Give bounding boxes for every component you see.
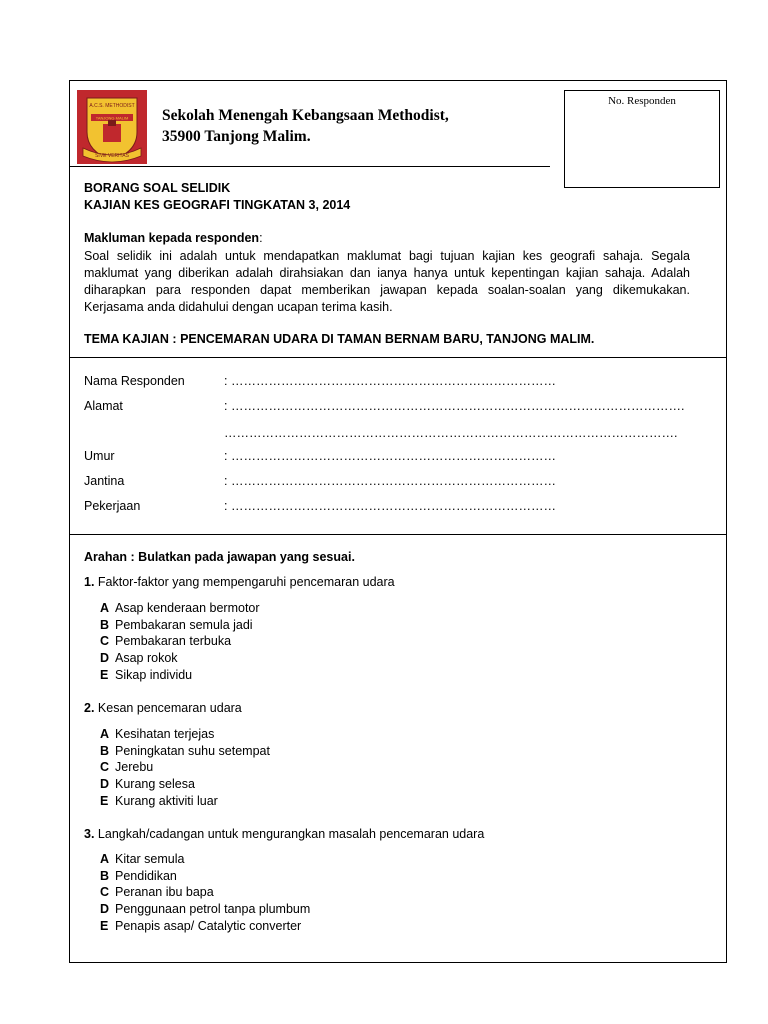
- question-3: [84, 827, 484, 841]
- option-text: Penapis asap/ Catalytic converter: [115, 918, 302, 933]
- option-3e[interactable]: [100, 918, 310, 935]
- option-text: Pembakaran semula jadi: [115, 617, 253, 632]
- option-1a[interactable]: [100, 600, 260, 617]
- question-number: 1.: [84, 575, 95, 589]
- option-3b[interactable]: [100, 868, 310, 885]
- option-letter: A: [100, 852, 110, 866]
- question-number: 3.: [84, 827, 95, 841]
- question-3-options: [100, 851, 310, 935]
- option-letter: A: [100, 601, 110, 615]
- field-input-gender[interactable]: : ……………………………………………………………………: [224, 474, 556, 488]
- respondent-number-box[interactable]: [564, 90, 720, 188]
- field-input-address-line2[interactable]: ……………………………………………………………………………………………….: [224, 426, 678, 440]
- option-letter: B: [100, 617, 110, 632]
- option-letter: D: [100, 651, 110, 666]
- option-text: Jerebu: [115, 760, 154, 775]
- option-letter: B: [100, 743, 110, 758]
- field-label-age: Umur: [84, 449, 115, 463]
- option-letter: B: [100, 868, 110, 883]
- school-name: Sekolah Menengah Kebangsaan Methodist,: [162, 107, 449, 124]
- option-text: Asap rokok: [115, 651, 178, 666]
- notice-heading: Makluman kepada responden: [84, 231, 260, 245]
- option-text: Peningkatan suhu setempat: [115, 743, 270, 758]
- option-text: Kurang aktiviti luar: [115, 793, 218, 808]
- option-letter: C: [100, 885, 110, 900]
- option-text: Sikap individu: [115, 667, 193, 682]
- field-label-occupation: Pekerjaan: [84, 499, 141, 513]
- respondent-number-label: No. Responden: [608, 95, 676, 107]
- crest-text-top: A.C.S. METHODIST: [89, 103, 135, 109]
- option-letter: C: [100, 760, 110, 775]
- field-input-address[interactable]: : ……………………………………………………………………………………………….: [224, 399, 685, 413]
- crest-text-band: TANJONG MALIM: [95, 115, 129, 121]
- question-2: [84, 701, 242, 715]
- question-number: 2.: [84, 701, 95, 715]
- option-3c[interactable]: [100, 884, 310, 901]
- field-label-address: Alamat: [84, 399, 123, 413]
- option-2c[interactable]: [100, 759, 270, 776]
- option-text: Kurang selesa: [115, 777, 195, 792]
- question-text: Faktor-faktor yang mempengaruhi pencemaran udara: [94, 575, 395, 589]
- form-title: BORANG SOAL SELIDIK: [84, 181, 231, 195]
- crest-motto: SIVE VERITAS: [95, 153, 129, 159]
- option-text: Pendidikan: [115, 868, 177, 883]
- school-address: 35900 Tanjong Malim.: [162, 128, 311, 145]
- option-3d[interactable]: [100, 901, 310, 918]
- notice-text: Soal selidik ini adalah untuk mendapatkan maklumat bagi tujuan kajian kes geografi sahaja. Segala maklumat yang diberikan adalah dirahsiakan dan ianya hanya untuk kepentingan kajian sahaja. Adalah diharapkan para responden dapat memberikan jawapan kepada soalan-soalan yang dikemukakan. Kerjasama anda didahului dengan ucapan terima kasih.: [84, 249, 690, 314]
- option-1c[interactable]: [100, 633, 260, 650]
- field-input-age[interactable]: : ……………………………………………………………………: [224, 449, 556, 463]
- question-1: [84, 575, 395, 589]
- option-text: Kitar semula: [115, 852, 185, 866]
- study-theme: TEMA KAJIAN : PENCEMARAN UDARA DI TAMAN BERNAM BARU, TANJONG MALIM.: [84, 332, 595, 346]
- option-2a[interactable]: [100, 726, 270, 743]
- notice-colon: :: [259, 231, 263, 245]
- form-subtitle: KAJIAN KES GEOGRAFI TINGKATAN 3, 2014: [84, 198, 351, 212]
- option-letter: E: [100, 667, 109, 682]
- school-crest-logo: [77, 90, 147, 164]
- option-letter: A: [100, 727, 110, 741]
- option-1e[interactable]: [100, 667, 260, 684]
- theme-divider: [69, 357, 727, 358]
- instruction: Arahan : Bulatkan pada jawapan yang sesuai.: [84, 550, 355, 564]
- notice-heading-line: [84, 231, 263, 245]
- option-2b[interactable]: [100, 743, 270, 760]
- option-letter: C: [100, 634, 110, 649]
- option-letter: E: [100, 918, 109, 933]
- option-3a[interactable]: [100, 851, 310, 868]
- option-2d[interactable]: [100, 776, 270, 793]
- question-text: Langkah/cadangan untuk mengurangkan masalah pencemaran udara: [94, 827, 485, 841]
- option-text: Asap kenderaan bermotor: [115, 601, 260, 615]
- option-letter: D: [100, 902, 110, 917]
- question-text: Kesan pencemaran udara: [94, 701, 242, 715]
- option-text: Penggunaan petrol tanpa plumbum: [115, 902, 311, 917]
- header-divider: [69, 166, 550, 167]
- option-text: Peranan ibu bapa: [115, 885, 214, 900]
- option-text: Pembakaran terbuka: [115, 634, 232, 649]
- option-1d[interactable]: [100, 650, 260, 667]
- fields-divider: [69, 534, 727, 535]
- field-label-gender: Jantina: [84, 474, 125, 488]
- option-letter: E: [100, 793, 109, 808]
- question-2-options: [100, 726, 270, 810]
- option-letter: D: [100, 777, 110, 792]
- field-input-name[interactable]: : ……………………………………………………………………: [224, 374, 556, 388]
- option-1b[interactable]: [100, 617, 260, 634]
- option-2e[interactable]: [100, 793, 270, 810]
- field-label-name: Nama Responden: [84, 374, 185, 388]
- school-heading: [162, 105, 449, 147]
- question-1-options: [100, 600, 260, 684]
- option-text: Kesihatan terjejas: [115, 727, 215, 741]
- field-input-occupation[interactable]: : ……………………………………………………………………: [224, 499, 556, 513]
